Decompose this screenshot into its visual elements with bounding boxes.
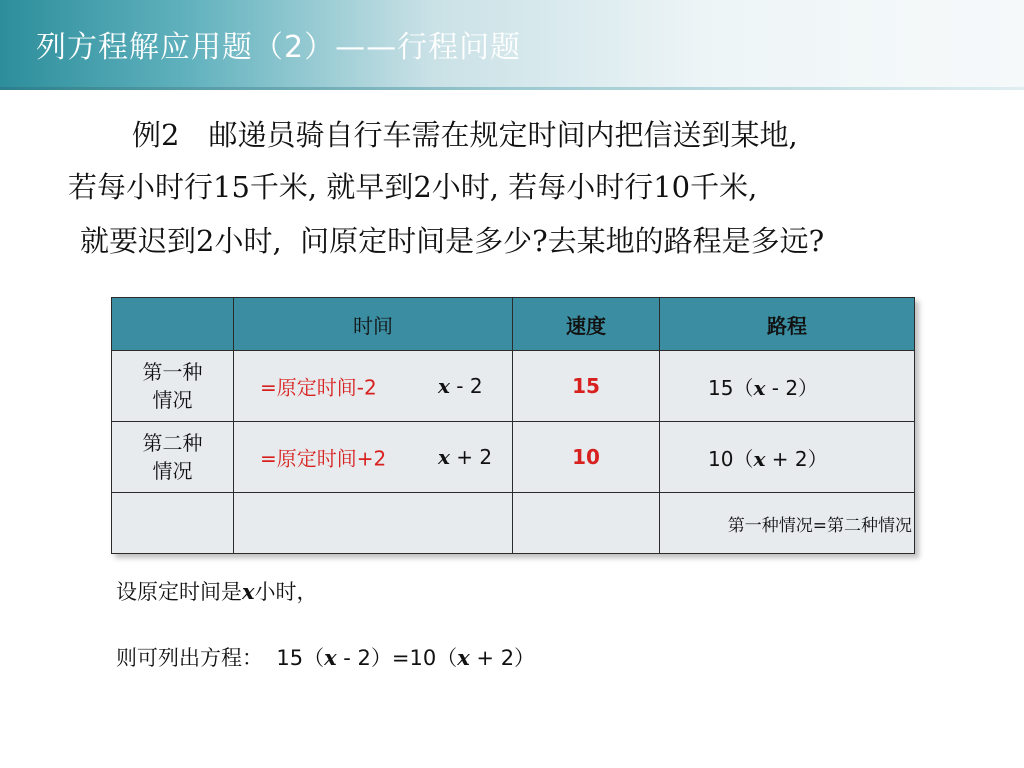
header-time: 时间 [234,298,513,351]
row-label-line1: 第一种 [142,360,203,384]
variable-x: x [438,445,450,469]
distance-prefix: 15（ [708,375,754,400]
let-prefix: 设原定时间是 [116,580,242,604]
time-expression [438,374,483,398]
time-description: =原定时间+2 [260,446,387,471]
variable-x: x [438,374,450,398]
equation-middle: - 2）=10（ [336,646,458,670]
table-row [112,422,915,493]
time-expression-rest: - 2 [449,374,483,398]
problem-line-2: 若每小时行15千米, 就早到2小时, 若每小时行10千米, [68,170,758,204]
row-label [112,351,234,422]
time-cell [234,422,513,493]
variable-x: x [753,375,766,400]
let-suffix: 小时， [254,580,318,604]
distance-expression [660,351,915,422]
table-row [112,493,915,554]
time-cell [234,351,513,422]
speed-value: 15 [513,351,660,422]
equality-note: 第一种情况=第二种情况 [660,493,915,554]
distance-suffix: - 2） [765,375,819,400]
distance-expression [660,422,915,493]
let-statement [116,576,318,606]
header-speed: 速度 [513,298,660,351]
header-blank [112,298,234,351]
analysis-table [111,297,915,554]
title-underline [0,87,1024,90]
title-bar [0,0,1024,90]
variable-x: x [324,645,337,670]
table-row [112,351,915,422]
variable-x: x [457,645,470,670]
time-expression [438,445,492,469]
equation-prefix: 则可列出方程： 15（ [116,646,325,670]
row-label-line2: 情况 [152,459,193,483]
distance-prefix: 10（ [708,446,754,471]
empty-cell [234,493,513,554]
slide-title: 列方程解应用题（2）——行程问题 [36,30,522,65]
problem-line-3: 就要迟到2小时, 问原定时间是多少?去某地的路程是多远? [80,224,825,258]
speed-value: 10 [513,422,660,493]
table-header-row [112,298,915,351]
row-label-line1: 第二种 [142,431,203,455]
row-label [112,422,234,493]
row-label-line2: 情况 [152,388,193,412]
distance-suffix: + 2） [765,446,828,471]
equation-suffix: + 2） [469,646,536,670]
header-distance: 路程 [660,298,915,351]
variable-x: x [753,446,766,471]
empty-cell [112,493,234,554]
time-description: =原定时间-2 [260,375,377,400]
equation-statement [116,642,535,672]
variable-x: x [242,579,255,604]
empty-cell [513,493,660,554]
problem-line-1: 例2 邮递员骑自行车需在规定时间内把信送到某地, [132,118,798,152]
time-expression-rest: + 2 [449,445,493,469]
